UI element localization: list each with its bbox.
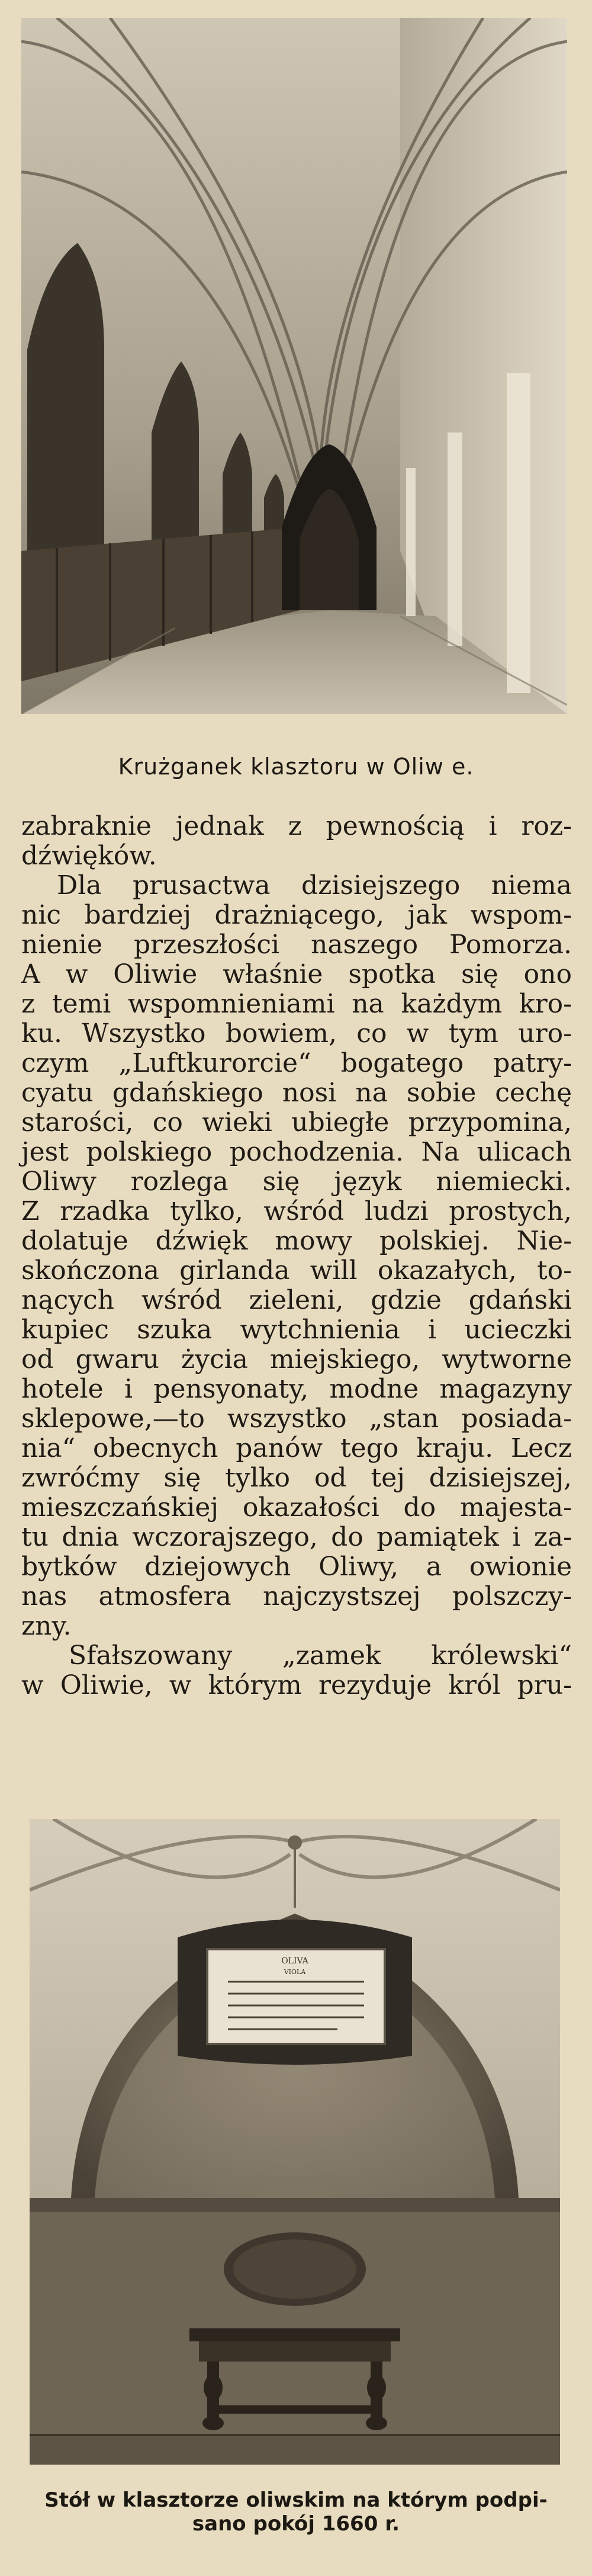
article-line: ku. Wszystko bowiem, co w tym uro- <box>21 1018 572 1049</box>
article-line: zwróćmy się tylko od tej dzisiejszej, <box>21 1463 572 1493</box>
article-line: czym „Luftkurorcie“ bogatego patry- <box>21 1048 572 1078</box>
table-caption-line: sano pokój 1660 r. <box>192 2512 400 2536</box>
article-line: kupiec szuka wytchnienia i ucieczki <box>21 1315 572 1345</box>
article-line: starości, co wieki ubiegłe przypomina, <box>21 1107 572 1138</box>
article-line: nia“ obecnych panów tego kraju. Lecz <box>21 1433 572 1463</box>
article-line: Z rzadka tylko, wśród ludzi prostych, <box>21 1196 572 1226</box>
article-line: hotele i pensyonaty, modne magazyny <box>21 1374 572 1404</box>
article-line: z temi wspomnieniami na każdym kro- <box>21 989 572 1019</box>
article-line: A w Oliwie właśnie spotka się ono <box>21 959 572 989</box>
plaque-inscription-1: OLIVA <box>281 1956 308 1966</box>
article-line: nas atmosfera najczystszej polszczy- <box>21 1581 572 1611</box>
article-line: tu dnia wczorajszego, do pamiątek i za- <box>21 1522 572 1552</box>
article-line: Sfałszowany „zamek królewski“ <box>69 1641 572 1671</box>
article-line: Dla prusactwa dzisiejszego niema <box>57 870 572 901</box>
article-line: zabraknie jednak z pewnością i roz- <box>21 811 572 841</box>
article-line: Oliwy rozlega się język niemiecki. <box>21 1167 572 1197</box>
article-line: nienie przeszłości naszego Pomorza. <box>21 930 572 960</box>
table-caption <box>0 2488 592 2536</box>
article-line: nic bardziej drażniącego, jak wspom- <box>21 900 572 930</box>
article-line: dźwięków. <box>21 841 157 871</box>
article-line: dolatuje dźwięk mowy polskiej. Nie- <box>21 1226 572 1256</box>
article-line: jest polskiego pochodzenia. Na ulicach <box>21 1137 572 1167</box>
cloister-caption: Krużganek klasztoru w Oliw e. <box>118 754 474 780</box>
article-line: bytków dziejowych Oliwy, a owionie <box>21 1552 572 1582</box>
table-caption-line: Stół w klasztorze oliwskim na którym podpi- <box>44 2488 548 2512</box>
article-line: w Oliwie, w którym rezyduje król pru- <box>21 1670 572 1700</box>
article-line: nących wśród zieleni, gdzie gdański <box>21 1285 572 1315</box>
article-line: mieszczańskiej okazałości do majesta- <box>21 1492 572 1523</box>
cloister-photo <box>21 18 567 714</box>
article-line: sklepowe,—to wszystko „stan posiada- <box>21 1404 572 1434</box>
article-line: skończona girlanda will okazałych, to- <box>21 1255 572 1286</box>
plaque-inscription-2: VIOLA <box>284 1968 306 1976</box>
article-line: od gwaru życia miejskiego, wytworne <box>21 1344 572 1374</box>
monastery-table-photo <box>30 1819 560 2465</box>
article-line: zny. <box>21 1611 72 1641</box>
article-line: cyatu gdańskiego nosi na sobie cechę <box>21 1078 572 1108</box>
article-text <box>21 812 572 1700</box>
